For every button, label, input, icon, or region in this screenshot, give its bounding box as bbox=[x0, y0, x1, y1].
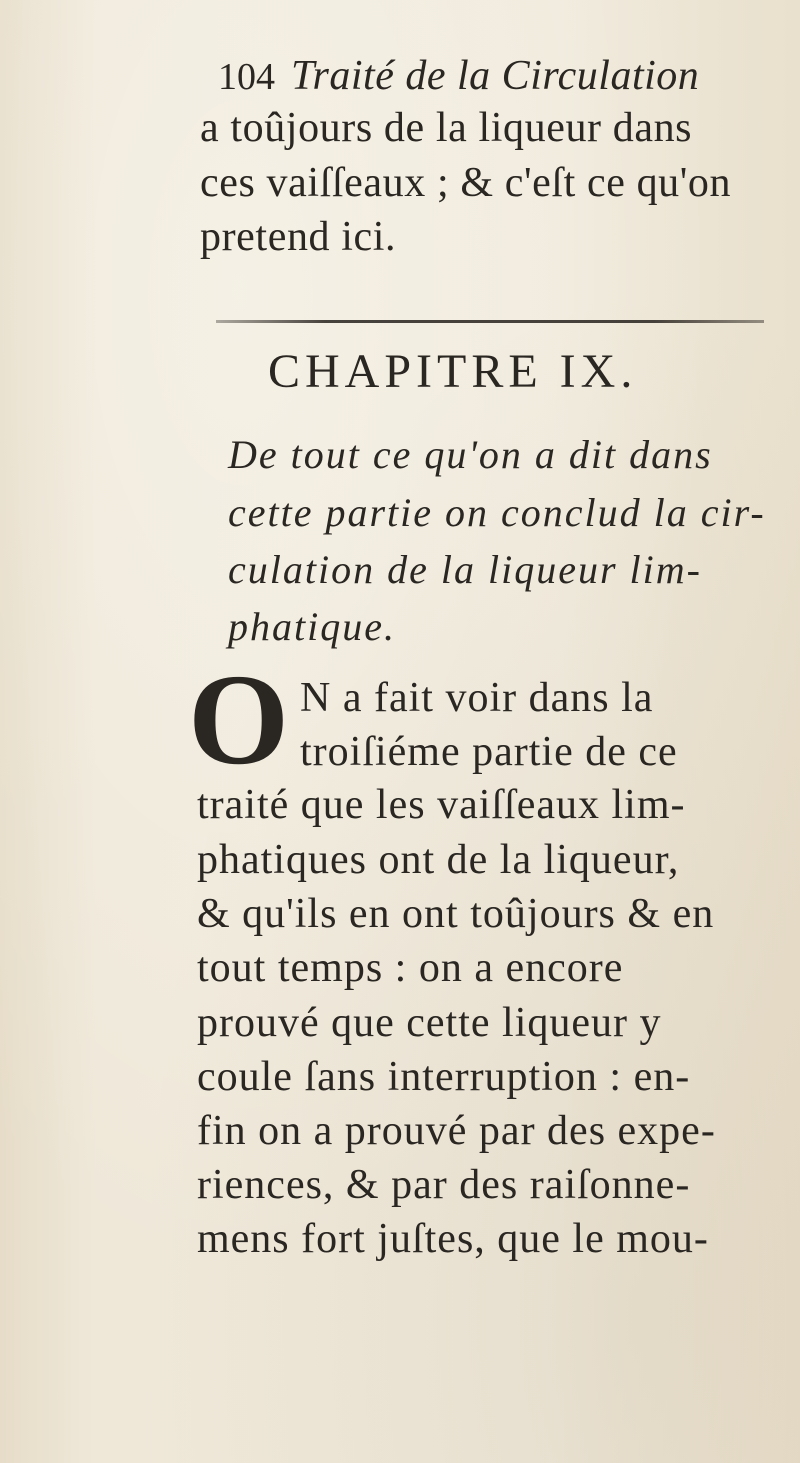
body-line: & qu'ils en ont toûjours & en bbox=[197, 891, 715, 937]
body-line: prouvé que cette liqueur y bbox=[197, 1000, 662, 1046]
running-title: Traité de la Circulation bbox=[291, 53, 700, 99]
intro-line: pretend ici. bbox=[200, 214, 397, 260]
chapter-subtitle-line: De tout ce qu'on a dit dans bbox=[228, 432, 713, 477]
body-line: phatiques ont de la liqueur, bbox=[197, 837, 680, 883]
chapter-subtitle-line: culation de la liqueur lim- bbox=[228, 547, 702, 592]
body-line: mens fort juſtes, que le mou- bbox=[197, 1216, 709, 1262]
chapter-divider-rule bbox=[216, 320, 764, 323]
drop-cap: O bbox=[188, 648, 290, 792]
body-line: tout temps : on a encore bbox=[197, 945, 624, 991]
intro-line: ces vaiſſeaux ; & c'eſt ce qu'on bbox=[200, 160, 732, 206]
body-line: coule ſans interruption : en- bbox=[197, 1054, 691, 1100]
chapter-heading: CHAPITRE IX. bbox=[268, 345, 638, 398]
body-line: N a fait voir dans la bbox=[300, 675, 654, 721]
body-line: riences, & par des raiſonne- bbox=[197, 1162, 691, 1208]
intro-line: a toûjours de la liqueur dans bbox=[200, 105, 693, 151]
body-line: fin on a prouvé par des expe- bbox=[197, 1108, 716, 1154]
page-number: 104 bbox=[218, 56, 275, 98]
body-line: troiſiéme partie de ce bbox=[300, 729, 678, 775]
body-line: traité que les vaiſſeaux lim- bbox=[197, 782, 686, 828]
chapter-subtitle-line: cette partie on conclud la cir- bbox=[228, 490, 766, 535]
chapter-subtitle-line: phatique. bbox=[228, 604, 396, 649]
page-header bbox=[218, 52, 699, 102]
